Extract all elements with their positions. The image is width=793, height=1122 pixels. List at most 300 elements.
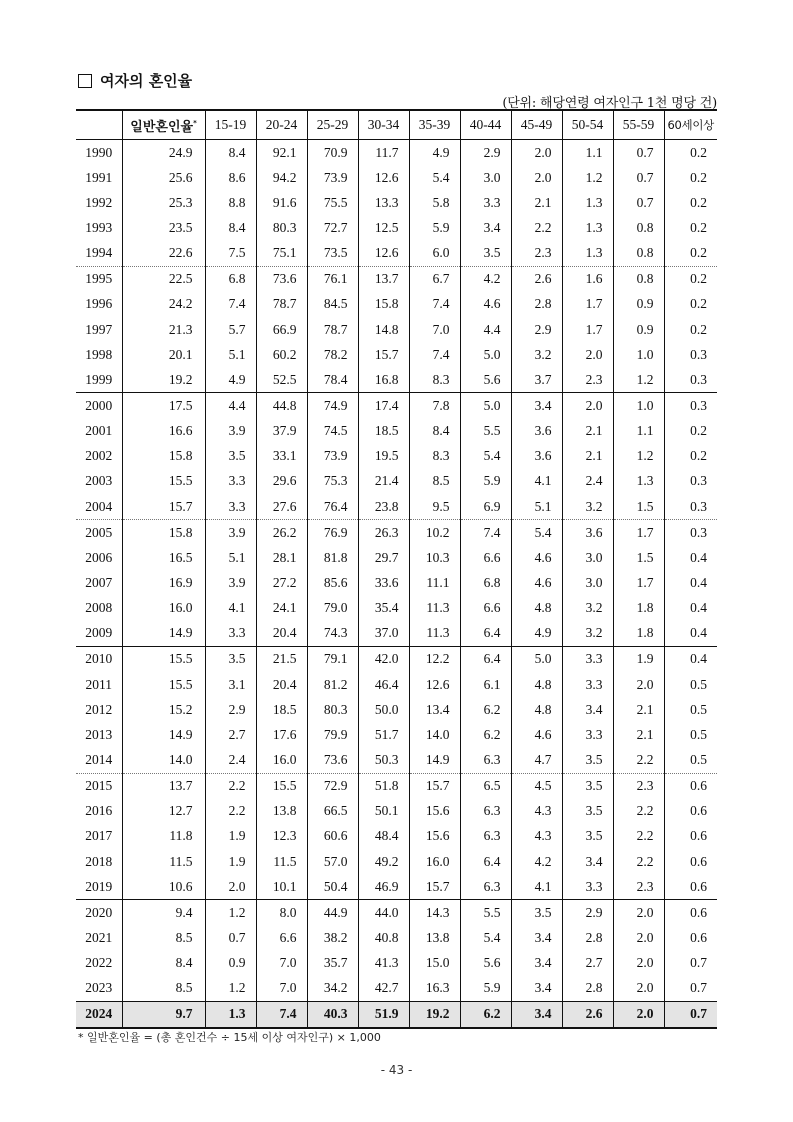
table-row bbox=[76, 266, 717, 292]
age-rate-cell: 1.1 bbox=[613, 419, 664, 444]
general-rate-cell: 25.3 bbox=[122, 190, 205, 215]
age-rate-cell: 74.5 bbox=[307, 419, 358, 444]
age-rate-cell: 3.4 bbox=[511, 925, 562, 950]
table-row bbox=[76, 570, 717, 595]
age-rate-cell: 2.2 bbox=[205, 773, 256, 799]
age-rate-cell: 4.3 bbox=[511, 824, 562, 849]
age-rate-cell: 5.7 bbox=[205, 317, 256, 342]
age-rate-cell: 3.2 bbox=[562, 494, 613, 520]
age-rate-cell: 28.1 bbox=[256, 545, 307, 570]
header-year-blank bbox=[76, 110, 122, 140]
table-row bbox=[76, 520, 717, 546]
age-rate-cell: 3.5 bbox=[562, 824, 613, 849]
age-rate-cell: 6.6 bbox=[256, 925, 307, 950]
year-cell: 1998 bbox=[85, 346, 113, 362]
age-rate-cell: 13.3 bbox=[358, 190, 409, 215]
age-rate-cell: 0.2 bbox=[664, 215, 717, 240]
age-rate-cell: 2.1 bbox=[562, 419, 613, 444]
age-rate-cell: 3.3 bbox=[562, 646, 613, 672]
age-rate-cell: 6.3 bbox=[460, 874, 511, 900]
age-rate-cell: 1.7 bbox=[562, 292, 613, 317]
year-cell: 2014 bbox=[76, 747, 122, 773]
age-rate-cell: 3.9 bbox=[205, 419, 256, 444]
year-cell: 1997 bbox=[85, 321, 113, 337]
age-rate-cell: 2.1 bbox=[562, 444, 613, 469]
age-rate-cell: 1.2 bbox=[613, 444, 664, 469]
age-rate-cell: 2.9 bbox=[562, 900, 613, 926]
age-rate-cell: 85.6 bbox=[307, 570, 358, 595]
age-rate-cell: 0.5 bbox=[664, 672, 717, 697]
age-rate-cell: 74.3 bbox=[307, 621, 358, 647]
age-rate-cell: 0.9 bbox=[613, 317, 664, 342]
general-rate-cell: 9.4 bbox=[122, 900, 205, 926]
year-cell: 2013 bbox=[85, 726, 113, 742]
age-rate-cell: 4.2 bbox=[460, 266, 511, 292]
age-rate-cell: 81.8 bbox=[307, 545, 358, 570]
table-row bbox=[76, 900, 717, 926]
age-rate-cell: 5.0 bbox=[460, 393, 511, 419]
age-rate-cell: 1.3 bbox=[562, 190, 613, 215]
age-rate-cell: 7.0 bbox=[409, 317, 460, 342]
age-rate-cell: 3.3 bbox=[205, 494, 256, 520]
age-rate-cell: 0.3 bbox=[664, 342, 717, 367]
general-rate-cell: 16.9 bbox=[122, 570, 205, 595]
age-rate-cell: 17.4 bbox=[358, 393, 409, 419]
age-rate-cell: 57.0 bbox=[307, 849, 358, 874]
table-row bbox=[76, 849, 717, 874]
general-rate-cell: 22.6 bbox=[122, 241, 205, 267]
age-rate-cell: 0.7 bbox=[205, 925, 256, 950]
age-rate-cell: 3.5 bbox=[511, 900, 562, 926]
age-rate-cell: 74.9 bbox=[307, 393, 358, 419]
age-rate-cell: 2.0 bbox=[511, 165, 562, 190]
age-rate-cell: 0.9 bbox=[613, 292, 664, 317]
age-rate-cell: 14.9 bbox=[409, 747, 460, 773]
age-rate-cell: 8.4 bbox=[205, 140, 256, 166]
age-rate-cell: 3.0 bbox=[562, 570, 613, 595]
general-rate-cell: 24.9 bbox=[122, 140, 205, 166]
header-age-55-59: 55-59 bbox=[613, 110, 664, 140]
age-rate-cell: 6.4 bbox=[460, 621, 511, 647]
general-rate-cell: 15.2 bbox=[122, 697, 205, 722]
table-row bbox=[76, 545, 717, 570]
footnote: * 일반혼인율 = (총 혼인건수 ÷ 15세 이상 여자인구) × 1,000 bbox=[78, 1031, 381, 1044]
year-cell: 2006 bbox=[85, 549, 113, 565]
age-rate-cell: 3.3 bbox=[460, 190, 511, 215]
age-rate-cell: 4.1 bbox=[511, 874, 562, 900]
general-rate-cell: 9.7 bbox=[122, 1001, 205, 1028]
age-rate-cell: 0.7 bbox=[664, 976, 717, 1002]
age-rate-cell: 3.9 bbox=[205, 570, 256, 595]
age-rate-cell: 0.4 bbox=[664, 596, 717, 621]
age-rate-cell: 10.1 bbox=[256, 874, 307, 900]
general-rate-cell: 21.3 bbox=[122, 317, 205, 342]
age-rate-cell: 50.4 bbox=[307, 874, 358, 900]
age-rate-cell: 0.2 bbox=[664, 266, 717, 292]
year-cell: 2022 bbox=[85, 955, 113, 971]
age-rate-cell: 0.2 bbox=[664, 419, 717, 444]
age-rate-cell: 37.0 bbox=[358, 621, 409, 647]
year-cell: 1999 bbox=[76, 367, 122, 393]
age-rate-cell: 3.4 bbox=[460, 215, 511, 240]
age-rate-cell: 2.9 bbox=[205, 697, 256, 722]
age-rate-cell: 1.2 bbox=[562, 165, 613, 190]
age-rate-cell: 0.3 bbox=[664, 393, 717, 419]
age-rate-cell: 3.4 bbox=[562, 697, 613, 722]
age-rate-cell: 2.1 bbox=[613, 722, 664, 747]
age-rate-cell: 4.3 bbox=[511, 799, 562, 824]
page-number: - 43 - bbox=[380, 1063, 413, 1077]
age-rate-cell: 6.4 bbox=[460, 646, 511, 672]
age-rate-cell: 75.3 bbox=[307, 469, 358, 494]
table-row bbox=[76, 469, 717, 494]
table-row bbox=[76, 190, 717, 215]
age-rate-cell: 12.5 bbox=[358, 215, 409, 240]
general-rate-cell: 23.5 bbox=[122, 215, 205, 240]
age-rate-cell: 42.0 bbox=[358, 646, 409, 672]
age-rate-cell: 2.2 bbox=[613, 799, 664, 824]
age-rate-cell: 4.6 bbox=[511, 545, 562, 570]
age-rate-cell: 11.3 bbox=[409, 596, 460, 621]
age-rate-cell: 94.2 bbox=[256, 165, 307, 190]
age-rate-cell: 0.5 bbox=[664, 722, 717, 747]
age-rate-cell: 5.5 bbox=[460, 900, 511, 926]
year-cell: 2000 bbox=[85, 397, 113, 413]
age-rate-cell: 2.0 bbox=[613, 672, 664, 697]
age-rate-cell: 3.1 bbox=[205, 672, 256, 697]
age-rate-cell: 1.2 bbox=[613, 367, 664, 393]
age-rate-cell: 73.6 bbox=[256, 266, 307, 292]
age-rate-cell: 23.8 bbox=[358, 494, 409, 520]
general-rate-cell: 16.5 bbox=[122, 545, 205, 570]
age-rate-cell: 80.3 bbox=[256, 215, 307, 240]
age-rate-cell: 33.1 bbox=[256, 444, 307, 469]
age-rate-cell: 7.4 bbox=[409, 342, 460, 367]
age-rate-cell: 18.5 bbox=[358, 419, 409, 444]
age-rate-cell: 0.2 bbox=[664, 165, 717, 190]
table-row bbox=[76, 292, 717, 317]
year-cell: 2010 bbox=[85, 651, 113, 667]
general-rate-cell: 14.9 bbox=[122, 722, 205, 747]
table-row bbox=[76, 925, 717, 950]
year-cell: 2018 bbox=[85, 853, 113, 869]
age-rate-cell: 0.4 bbox=[664, 621, 717, 647]
general-rate-cell: 10.6 bbox=[122, 874, 205, 900]
age-rate-cell: 4.6 bbox=[460, 292, 511, 317]
header-age-60-plus: 60세이상 bbox=[664, 110, 717, 140]
general-rate-cell: 12.7 bbox=[122, 799, 205, 824]
general-rate-cell: 8.4 bbox=[122, 951, 205, 976]
general-rate-cell: 11.8 bbox=[122, 824, 205, 849]
general-rate-cell: 8.5 bbox=[122, 976, 205, 1002]
age-rate-cell: 3.6 bbox=[562, 520, 613, 546]
age-rate-cell: 60.2 bbox=[256, 342, 307, 367]
age-rate-cell: 0.5 bbox=[664, 697, 717, 722]
age-rate-cell: 15.5 bbox=[256, 773, 307, 799]
age-rate-cell: 5.4 bbox=[409, 165, 460, 190]
age-rate-cell: 50.3 bbox=[358, 747, 409, 773]
age-rate-cell: 1.9 bbox=[613, 646, 664, 672]
age-rate-cell: 3.2 bbox=[562, 596, 613, 621]
unit-note: (단위: 해당연령 여자인구 1천 명당 건) bbox=[502, 96, 717, 111]
table-row bbox=[76, 747, 717, 773]
age-rate-cell: 1.1 bbox=[562, 140, 613, 166]
year-cell: 2001 bbox=[85, 423, 113, 439]
general-rate-cell: 15.7 bbox=[122, 494, 205, 520]
age-rate-cell: 73.9 bbox=[307, 444, 358, 469]
age-rate-cell: 3.7 bbox=[511, 367, 562, 393]
age-rate-cell: 0.2 bbox=[664, 444, 717, 469]
general-rate-cell: 15.8 bbox=[122, 444, 205, 469]
age-rate-cell: 3.5 bbox=[562, 799, 613, 824]
age-rate-cell: 6.2 bbox=[460, 1001, 511, 1028]
age-rate-cell: 5.1 bbox=[205, 545, 256, 570]
age-rate-cell: 0.3 bbox=[664, 494, 717, 520]
age-rate-cell: 19.2 bbox=[409, 1001, 460, 1028]
age-rate-cell: 9.5 bbox=[409, 494, 460, 520]
age-rate-cell: 73.5 bbox=[307, 241, 358, 267]
age-rate-cell: 46.9 bbox=[358, 874, 409, 900]
age-rate-cell: 3.3 bbox=[562, 672, 613, 697]
age-rate-cell: 15.6 bbox=[409, 824, 460, 849]
age-rate-cell: 2.3 bbox=[511, 241, 562, 267]
table-row bbox=[76, 621, 717, 647]
age-rate-cell: 5.5 bbox=[460, 419, 511, 444]
age-rate-cell: 27.2 bbox=[256, 570, 307, 595]
age-rate-cell: 4.5 bbox=[511, 773, 562, 799]
general-rate-cell: 19.2 bbox=[122, 367, 205, 393]
age-rate-cell: 13.8 bbox=[256, 799, 307, 824]
age-rate-cell: 3.3 bbox=[562, 874, 613, 900]
age-rate-cell: 1.7 bbox=[613, 570, 664, 595]
age-rate-cell: 13.8 bbox=[409, 925, 460, 950]
age-rate-cell: 50.1 bbox=[358, 799, 409, 824]
age-rate-cell: 5.4 bbox=[460, 444, 511, 469]
age-rate-cell: 3.4 bbox=[562, 849, 613, 874]
age-rate-cell: 2.8 bbox=[511, 292, 562, 317]
age-rate-cell: 16.0 bbox=[409, 849, 460, 874]
age-rate-cell: 4.4 bbox=[460, 317, 511, 342]
table-row bbox=[76, 722, 717, 747]
year-cell: 2005 bbox=[85, 524, 113, 540]
age-rate-cell: 0.2 bbox=[664, 292, 717, 317]
age-rate-cell: 78.4 bbox=[307, 367, 358, 393]
general-rate-cell: 11.5 bbox=[122, 849, 205, 874]
age-rate-cell: 0.9 bbox=[205, 951, 256, 976]
age-rate-cell: 2.0 bbox=[613, 976, 664, 1002]
age-rate-cell: 7.4 bbox=[256, 1001, 307, 1028]
age-rate-cell: 3.5 bbox=[205, 444, 256, 469]
age-rate-cell: 8.4 bbox=[409, 419, 460, 444]
header-age-15-19: 15-19 bbox=[205, 110, 256, 140]
age-rate-cell: 12.6 bbox=[358, 241, 409, 267]
age-rate-cell: 13.7 bbox=[358, 266, 409, 292]
age-rate-cell: 2.6 bbox=[562, 1001, 613, 1028]
age-rate-cell: 4.6 bbox=[511, 722, 562, 747]
header-age-35-39: 35-39 bbox=[409, 110, 460, 140]
age-rate-cell: 26.2 bbox=[256, 520, 307, 546]
age-rate-cell: 1.8 bbox=[613, 596, 664, 621]
age-rate-cell: 5.6 bbox=[460, 951, 511, 976]
age-rate-cell: 16.8 bbox=[358, 367, 409, 393]
table-row bbox=[76, 596, 717, 621]
age-rate-cell: 3.3 bbox=[205, 469, 256, 494]
year-cell: 2024 bbox=[76, 1001, 122, 1028]
age-rate-cell: 0.6 bbox=[664, 799, 717, 824]
general-rate-cell: 15.5 bbox=[122, 646, 205, 672]
age-rate-cell: 3.4 bbox=[511, 951, 562, 976]
general-rate-cell: 15.8 bbox=[122, 520, 205, 546]
age-rate-cell: 21.4 bbox=[358, 469, 409, 494]
age-rate-cell: 0.3 bbox=[664, 469, 717, 494]
age-rate-cell: 2.1 bbox=[613, 697, 664, 722]
table-header-row bbox=[76, 110, 717, 140]
age-rate-cell: 6.5 bbox=[460, 773, 511, 799]
table-row bbox=[76, 646, 717, 672]
year-cell: 2009 bbox=[76, 621, 122, 647]
age-rate-cell: 40.8 bbox=[358, 925, 409, 950]
age-rate-cell: 35.4 bbox=[358, 596, 409, 621]
age-rate-cell: 11.5 bbox=[256, 849, 307, 874]
age-rate-cell: 12.3 bbox=[256, 824, 307, 849]
age-rate-cell: 51.7 bbox=[358, 722, 409, 747]
age-rate-cell: 1.6 bbox=[562, 266, 613, 292]
age-rate-cell: 0.2 bbox=[664, 317, 717, 342]
age-rate-cell: 0.2 bbox=[664, 140, 717, 166]
age-rate-cell: 0.8 bbox=[613, 215, 664, 240]
general-rate-cell: 16.0 bbox=[122, 596, 205, 621]
year-cell: 2020 bbox=[85, 904, 113, 920]
header-age-30-34: 30-34 bbox=[358, 110, 409, 140]
section-title-text: 여자의 혼인율 bbox=[100, 72, 193, 90]
age-rate-cell: 20.4 bbox=[256, 621, 307, 647]
age-rate-cell: 16.0 bbox=[256, 747, 307, 773]
age-rate-cell: 0.6 bbox=[664, 773, 717, 799]
age-rate-cell: 44.9 bbox=[307, 900, 358, 926]
age-rate-cell: 1.7 bbox=[613, 520, 664, 546]
age-rate-cell: 0.3 bbox=[664, 367, 717, 393]
age-rate-cell: 5.4 bbox=[460, 925, 511, 950]
section-title bbox=[78, 70, 192, 91]
age-rate-cell: 2.2 bbox=[511, 215, 562, 240]
age-rate-cell: 2.0 bbox=[562, 342, 613, 367]
table-row bbox=[76, 165, 717, 190]
table-row bbox=[76, 241, 717, 267]
year-cell: 2015 bbox=[85, 778, 113, 794]
year-cell: 1992 bbox=[85, 194, 113, 210]
age-rate-cell: 12.6 bbox=[409, 672, 460, 697]
age-rate-cell: 35.7 bbox=[307, 951, 358, 976]
age-rate-cell: 4.7 bbox=[511, 747, 562, 773]
year-cell: 2008 bbox=[85, 600, 113, 616]
age-rate-cell: 6.2 bbox=[460, 722, 511, 747]
age-rate-cell: 79.0 bbox=[307, 596, 358, 621]
age-rate-cell: 1.5 bbox=[613, 494, 664, 520]
age-rate-cell: 15.7 bbox=[409, 874, 460, 900]
age-rate-cell: 5.0 bbox=[460, 342, 511, 367]
age-rate-cell: 4.8 bbox=[511, 672, 562, 697]
age-rate-cell: 1.2 bbox=[205, 900, 256, 926]
age-rate-cell: 5.1 bbox=[205, 342, 256, 367]
age-rate-cell: 81.2 bbox=[307, 672, 358, 697]
age-rate-cell: 0.6 bbox=[664, 874, 717, 900]
age-rate-cell: 72.9 bbox=[307, 773, 358, 799]
year-cell: 2003 bbox=[85, 473, 113, 489]
age-rate-cell: 2.2 bbox=[613, 824, 664, 849]
age-rate-cell: 14.8 bbox=[358, 317, 409, 342]
age-rate-cell: 78.7 bbox=[256, 292, 307, 317]
header-age-50-54: 50-54 bbox=[562, 110, 613, 140]
year-cell: 1995 bbox=[85, 271, 113, 287]
age-rate-cell: 5.6 bbox=[460, 367, 511, 393]
header-age-20-24: 20-24 bbox=[256, 110, 307, 140]
age-rate-cell: 6.6 bbox=[460, 596, 511, 621]
age-rate-cell: 79.1 bbox=[307, 646, 358, 672]
age-rate-cell: 1.3 bbox=[562, 215, 613, 240]
age-rate-cell: 2.1 bbox=[511, 190, 562, 215]
age-rate-cell: 8.0 bbox=[256, 900, 307, 926]
year-cell: 1996 bbox=[85, 296, 113, 312]
table-row bbox=[76, 140, 717, 166]
age-rate-cell: 7.8 bbox=[409, 393, 460, 419]
age-rate-cell: 2.0 bbox=[613, 951, 664, 976]
age-rate-cell: 78.2 bbox=[307, 342, 358, 367]
age-rate-cell: 21.5 bbox=[256, 646, 307, 672]
general-rate-cell: 14.9 bbox=[122, 621, 205, 647]
table-row bbox=[76, 215, 717, 240]
year-cell: 2023 bbox=[85, 980, 113, 996]
marriage-rate-table bbox=[76, 109, 717, 1029]
age-rate-cell: 1.3 bbox=[613, 469, 664, 494]
age-rate-cell: 3.4 bbox=[511, 976, 562, 1002]
age-rate-cell: 3.0 bbox=[460, 165, 511, 190]
age-rate-cell: 0.8 bbox=[613, 241, 664, 267]
table-row bbox=[76, 444, 717, 469]
age-rate-cell: 15.7 bbox=[409, 773, 460, 799]
age-rate-cell: 18.5 bbox=[256, 697, 307, 722]
age-rate-cell: 7.4 bbox=[460, 520, 511, 546]
age-rate-cell: 73.9 bbox=[307, 165, 358, 190]
table-row bbox=[76, 697, 717, 722]
age-rate-cell: 8.4 bbox=[205, 215, 256, 240]
age-rate-cell: 6.8 bbox=[205, 266, 256, 292]
year-cell: 1991 bbox=[85, 169, 113, 185]
age-rate-cell: 6.0 bbox=[409, 241, 460, 267]
age-rate-cell: 41.3 bbox=[358, 951, 409, 976]
age-rate-cell: 2.0 bbox=[511, 140, 562, 166]
age-rate-cell: 2.8 bbox=[562, 976, 613, 1002]
age-rate-cell: 5.1 bbox=[511, 494, 562, 520]
age-rate-cell: 1.0 bbox=[613, 393, 664, 419]
age-rate-cell: 3.4 bbox=[511, 1001, 562, 1028]
age-rate-cell: 38.2 bbox=[307, 925, 358, 950]
general-rate-cell: 15.5 bbox=[122, 469, 205, 494]
age-rate-cell: 84.5 bbox=[307, 292, 358, 317]
age-rate-cell: 76.1 bbox=[307, 266, 358, 292]
age-rate-cell: 0.2 bbox=[664, 190, 717, 215]
age-rate-cell: 4.9 bbox=[511, 621, 562, 647]
year-cell: 2012 bbox=[85, 701, 113, 717]
age-rate-cell: 16.3 bbox=[409, 976, 460, 1002]
age-rate-cell: 3.0 bbox=[562, 545, 613, 570]
year-cell: 2004 bbox=[76, 494, 122, 520]
age-rate-cell: 0.4 bbox=[664, 646, 717, 672]
age-rate-cell: 3.6 bbox=[511, 444, 562, 469]
age-rate-cell: 19.5 bbox=[358, 444, 409, 469]
age-rate-cell: 2.9 bbox=[511, 317, 562, 342]
age-rate-cell: 3.2 bbox=[562, 621, 613, 647]
age-rate-cell: 0.4 bbox=[664, 570, 717, 595]
